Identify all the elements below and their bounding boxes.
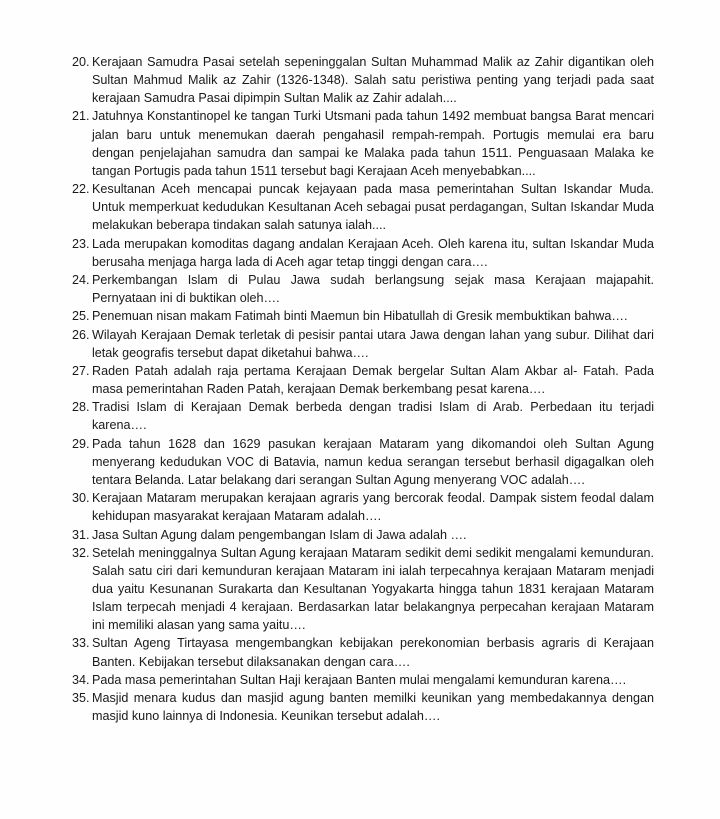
question-number: 26.	[72, 327, 90, 342]
question-item	[72, 53, 654, 107]
question-text: Lada merupakan komoditas dagang andalan Kerajaan Aceh. Oleh karena itu, sultan Iskandar Muda berusaha menjaga harga lada di Aceh agar tetap tinggi dengan cara….	[92, 236, 654, 269]
question-text: Jatuhnya Konstantinopel ke tangan Turki Utsmani pada tahun 1492 membuat bangsa Barat mencari jalan baru untuk menemukan daerah pengahasil rempah-rempah. Portugis memulai era baru dengan penjelajahan samudra dan sampai ke Malaka pada tahun 1511. Penguasaan Malaka ke tangan Portugis pada tahun 1511 tersebut bagi Kerajaan Aceh menyebabkan....	[92, 109, 654, 178]
question-number: 29.	[72, 436, 90, 451]
question-item	[72, 398, 654, 434]
question-item	[72, 435, 654, 489]
question-item	[72, 544, 654, 634]
question-number: 28.	[72, 400, 90, 415]
question-item	[72, 326, 654, 362]
question-text: Pada masa pemerintahan Sultan Haji kerajaan Banten mulai mengalami kemunduran karena….	[92, 672, 627, 687]
question-text: Kerajaan Samudra Pasai setelah sepeninggalan Sultan Muhammad Malik az Zahir digantikan oleh Sultan Mahmud Malik az Zahir (1326-1348). Salah satu peristiwa penting yang terjadi pada saat kerajaan Samudra Pasai dipimpin Sultan Malik az Zahir adalah....	[92, 55, 654, 106]
question-number: 34.	[72, 672, 90, 687]
question-number: 27.	[72, 363, 90, 378]
question-text: Kerajaan Mataram merupakan kerajaan agraris yang bercorak feodal. Dampak sistem feodal dalam kehidupan masyarakat kerajaan Mataram adalah….	[92, 491, 654, 524]
question-item	[72, 307, 654, 325]
question-item	[72, 235, 654, 271]
question-number: 21.	[72, 109, 90, 124]
question-text: Jasa Sultan Agung dalam pengembangan Islam di Jawa adalah ….	[92, 527, 467, 542]
question-item	[72, 689, 654, 725]
question-text: Masjid menara kudus dan masjid agung banten memilki keunikan yang membedakannya dengan masjid kuno lainnya di Indonesia. Keunikan tersebut adalah….	[92, 691, 654, 724]
question-number: 30.	[72, 491, 90, 506]
question-item	[72, 671, 654, 689]
question-number: 31.	[72, 527, 90, 542]
question-text: Tradisi Islam di Kerajaan Demak berbeda dengan tradisi Islam di Arab. Perbedaan itu terjadi karena….	[92, 400, 654, 433]
question-number: 33.	[72, 636, 90, 651]
question-text: Sultan Ageng Tirtayasa mengembangkan kebijakan perekonomian berbasis agraris di Kerajaan Banten. Kebijakan tersebut dilaksanakan dengan cara….	[92, 636, 654, 669]
question-number: 23.	[72, 236, 90, 251]
question-text: Wilayah Kerajaan Demak terletak di pesisir pantai utara Jawa dengan lahan yang subur. Dilihat dari letak geografis tersebut dapat diketahui bahwa….	[92, 327, 654, 360]
question-list	[72, 53, 654, 725]
question-text: Pada tahun 1628 dan 1629 pasukan kerajaan Mataram yang dikomandoi oleh Sultan Agung menyerang kedudukan VOC di Batavia, namun kedua serangan tersebut berhasil digagalkan oleh tentara Belanda. Latar belakang dari serangan Sultan Agung menyerang VOC adalah….	[92, 436, 654, 487]
question-text: Kesultanan Aceh mencapai puncak kejayaan pada masa pemerintahan Sultan Iskandar Muda. Untuk memperkuat kedudukan Kesultanan Aceh sebagai pusat perdagangan, Sultan Iskandar Muda melakukan beberapa tindakan salah satunya ialah....	[92, 182, 654, 233]
question-number: 24.	[72, 272, 90, 287]
question-item	[72, 362, 654, 398]
question-item	[72, 271, 654, 307]
question-item	[72, 526, 654, 544]
question-text: Perkembangan Islam di Pulau Jawa sudah berlangsung sejak masa Kerajaan majapahit. Pernyataan ini di buktikan oleh….	[92, 272, 654, 305]
question-item	[72, 634, 654, 670]
question-number: 25.	[72, 309, 90, 324]
question-number: 20.	[72, 55, 90, 69]
question-item	[72, 107, 654, 179]
question-text: Raden Patah adalah raja pertama Kerajaan Demak bergelar Sultan Alam Akbar al- Fatah. Pada masa pemerintahan Raden Patah, kerajaan Demak berkembang pesat karena….	[92, 363, 654, 396]
question-item	[72, 489, 654, 525]
question-number: 32.	[72, 545, 90, 560]
question-text: Penemuan nisan makam Fatimah binti Maemun bin Hibatullah di Gresik membuktikan bahwa….	[92, 309, 628, 324]
question-text: Setelah meninggalnya Sultan Agung kerajaan Mataram sedikit demi sedikit mengalami kemunduran. Salah satu ciri dari kemunduran kerajaan Mataram ini ialah terpecahnya kerajaan Mataram menjadi dua yaitu Kesunanan Surakarta dan Kesultanan Yogyakarta hingga tahun 1831 kerajaan Mataram Islam terpecah menjadi 4 kerajaan. Berdasarkan latar belakangnya perpecahan kerajaan Mataram ini memiliki alasan yang sama yaitu….	[92, 545, 654, 633]
question-number: 22.	[72, 182, 90, 197]
question-number: 35.	[72, 691, 90, 706]
question-item	[72, 180, 654, 234]
